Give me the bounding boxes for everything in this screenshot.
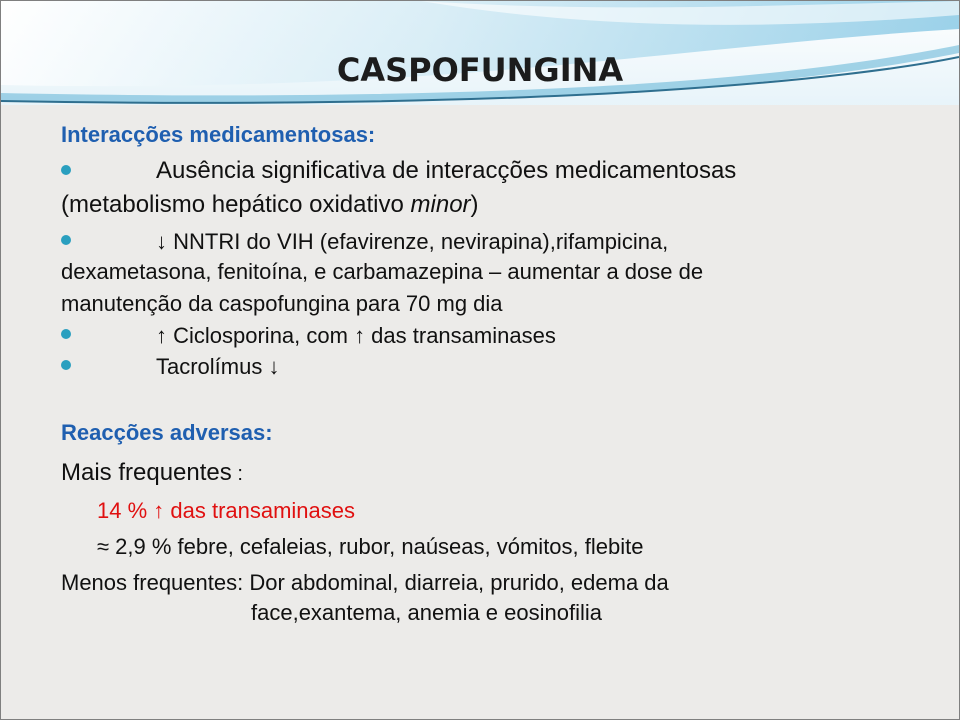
list-item [61,157,921,187]
bullet-icon [61,329,71,339]
interaction-1-text: (metabolismo hepático oxidativo [61,191,411,218]
list-item [61,354,921,382]
interaction-3: ↑ Ciclosporina, com ↑ das transaminases [156,323,556,348]
adverse-heading: Reacções adversas: [61,420,273,445]
list-item [61,229,921,257]
bullet-icon [61,360,71,370]
slide-title: CASPOFUNGINA [336,51,624,89]
bullet-icon [61,165,71,175]
less-frequent-line2: face,exantema, anemia e eosinofilia [251,600,602,625]
frequent-item-2: ≈ 2,9 % febre, cefaleias, rubor, naúseas, vómitos, flebite [97,534,644,559]
frequent-label: Mais frequentes [61,459,232,486]
frequent-label-line [61,459,243,487]
interaction-4: Tacrolímus ↓ [156,354,280,379]
interactions-heading: Interacções medicamentosas: [61,122,376,147]
interaction-1-italic: minor [410,191,471,218]
interaction-2-line2: dexametasona, fenitoína, e carbamazepina – aumentar a dose de [61,259,704,284]
interaction-1-suffix: ) [470,191,479,218]
frequent-colon: : [231,463,243,485]
frequent-item-1: 14 % ↑ das transaminases [97,498,356,523]
less-frequent-line1: Menos frequentes: Dor abdominal, diarreia, prurido, edema da [61,570,669,595]
bullet-icon [61,235,71,245]
interaction-2-line1: ↓ NNTRI do VIH (efavirenze, nevirapina),rifampicina, [156,229,669,254]
list-item [61,323,921,351]
interaction-1-line1: Ausência significativa de interacções medicamentosas [156,157,737,184]
interaction-1-line2 [61,191,479,219]
slide-header-band [1,1,959,111]
interaction-2-line3: manutenção da caspofungina para 70 mg dia [61,291,503,316]
